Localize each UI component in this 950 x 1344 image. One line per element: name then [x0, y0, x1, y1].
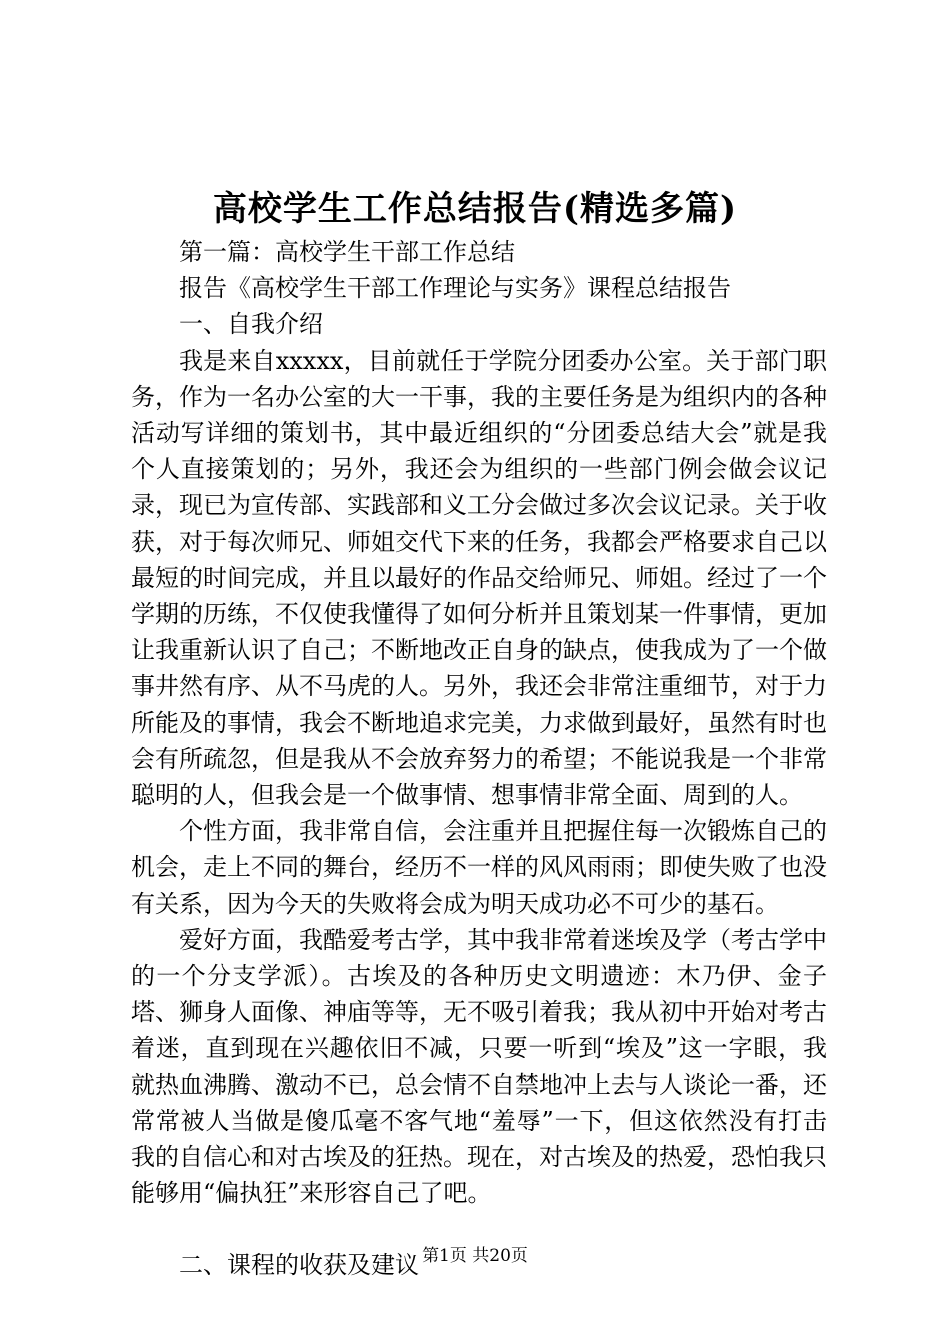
- paragraph-personality: 个性方面，我非常自信，会注重并且把握住每一次锻炼自己的机会，走上不同的舞台，经历不一样的风风雨雨；即使失败了也没有关系，因为今天的失败将会成为明天成功必不可少的基石。: [131, 817, 827, 918]
- heading-first-article: 第一篇：高校学生干部工作总结: [179, 238, 515, 266]
- section-heading-self-intro: 一、自我介绍: [179, 310, 323, 339]
- paragraph-hobbies: 爱好方面，我酷爱考古学，其中我非常着迷埃及学（考古学中的一个分支学派）。古埃及的各种历史文明遗迹：木乃伊、金子塔、狮身人面像、神庙等等，无不吸引着我；我从初中开始对考古着迷，直到现在兴趣依旧不减，只要一听到“埃及”这一字眼，我就热血沸腾、激动不已，总会情不自禁地冲上去与人谈论一番，还常常被人当做是傻瓜毫不客气地“羞辱”一下，但这依然没有打击我的自信心和对古埃及的狂热。现在，对古埃及的热爱，恐怕我只能够用“偏执狂”来形容自己了吧。: [131, 925, 827, 1208]
- section-heading-course: 二、课程的收获及建议: [179, 1251, 419, 1280]
- document-body: [131, 234, 827, 1284]
- paragraph-self-intro: 我是来自xxxxx，目前就任于学院分团委办公室。关于部门职务，作为一名办公室的大一干事，我的主要任务是为组织内的各种活动写详细的策划书，其中最近组织的“分团委总结大会”就是我个人直接策划的；另外，我还会为组织的一些部门例会做会议记录，现已为宣传部、实践部和义工分会做过多次会议记录。关于收获，对于每次师兄、师姐交代下来的任务，我都会严格要求自己以最短的时间完成，并且以最好的作品交给师兄、师姐。经过了一个学期的历练，不仅使我懂得了如何分析并且策划某一件事情，更加让我重新认识了自己；不断地改正自身的缺点，使我成为了一个做事井然有序、从不马虎的人。另外，我还会非常注重细节，对于力所能及的事情，我会不断地追求完美，力求做到最好，虽然有时也会有所疏忽，但是我从不会放弃努力的希望；不能说我是一个非常聪明的人，但我会是一个做事情、想事情非常全面、周到的人。: [131, 346, 827, 810]
- heading-report: 报告《高校学生干部工作理论与实务》课程总结报告: [179, 274, 731, 303]
- page-footer: 第1页 共20页: [422, 1246, 528, 1266]
- document-title: 高校学生工作总结报告(精选多篇): [212, 189, 738, 229]
